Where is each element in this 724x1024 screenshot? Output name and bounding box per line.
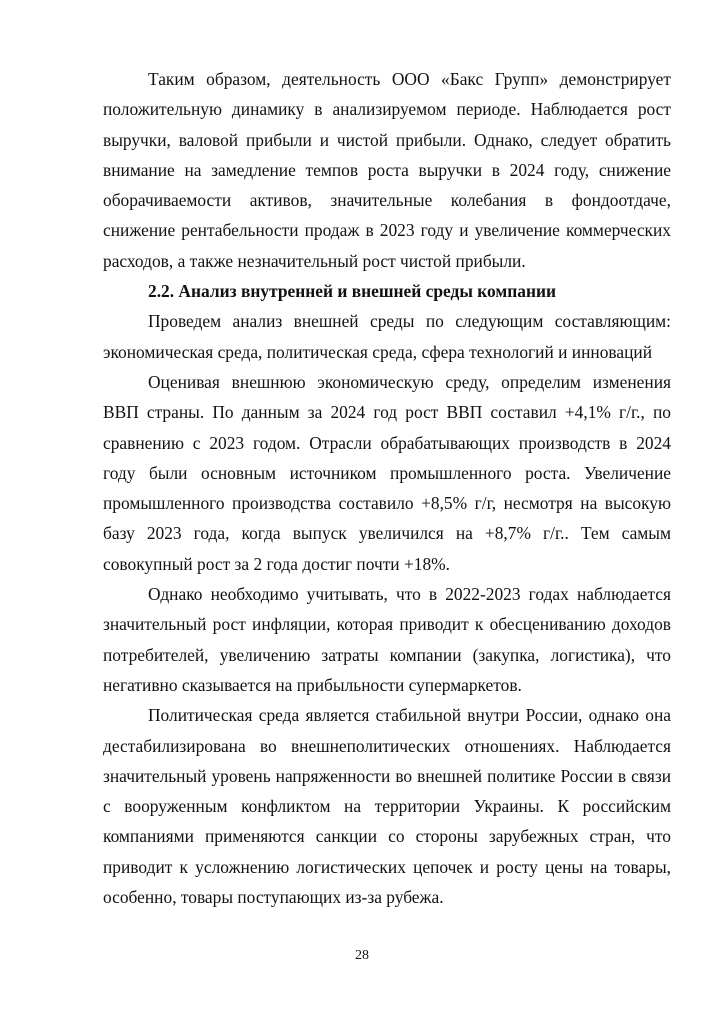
- page-content: [103, 64, 671, 912]
- page-number: 28: [355, 948, 369, 963]
- section-heading: 2.2. Анализ внутренней и внешней среды компании: [148, 281, 557, 302]
- paragraph-analysis-intro: Проведем анализ внешней среды по следующим составляющим: экономическая среда, политическая среда, сфера технологий и инноваций: [103, 311, 671, 362]
- paragraph-economic-environment: Оценивая внешнюю экономическую среду, определим изменения ВВП страны. По данным за 2024 год рост ВВП составил +4,1% г/г., по сравнению с 2023 годом. Отрасли обрабатывающих производств в 2024 году были основным источником промышленного роста. Увеличение промышленного производства составило +8,5% г/г, несмотря на высокую базу 2023 года, когда выпуск увеличился на +8,7% г/г.. Тем самым совокупный рост за 2 года достиг почти +18%.: [103, 371, 671, 574]
- paragraph-inflation: Однако необходимо учитывать, что в 2022-2023 годах наблюдается значительный рост инфляции, которая приводит к обесцениванию доходов потребителей, увеличению затраты компании (закупка, логистика), что негативно сказывается на прибыльности супермаркетов.: [103, 584, 671, 695]
- paragraph-political-environment: Политическая среда является стабильной внутри России, однако она дестабилизирована во внешнеполитических отношениях. Наблюдается значительный уровень напряженности во внешней политике России в связи с вооруженным конфликтом на территории Украины. К российским компаниями применяются санкции со стороны зарубежных стран, что приводит к усложнению логистических цепочек и росту цены на товары, особенно, товары поступающих из-за рубежа.: [103, 705, 671, 908]
- paragraph-conclusion: Таким образом, деятельность ООО «Бакс Групп» демонстрирует положительную динамику в анализируемом периоде. Наблюдается рост выручки, валовой прибыли и чистой прибыли. Однако, следует обратить внимание на замедление темпов роста выручки в 2024 году, снижение оборачиваемости активов, значительные колебания в фондоотдаче, снижение рентабельности продаж в 2023 году и увеличение коммерческих расходов, а также незначительный рост чистой прибыли.: [103, 69, 671, 271]
